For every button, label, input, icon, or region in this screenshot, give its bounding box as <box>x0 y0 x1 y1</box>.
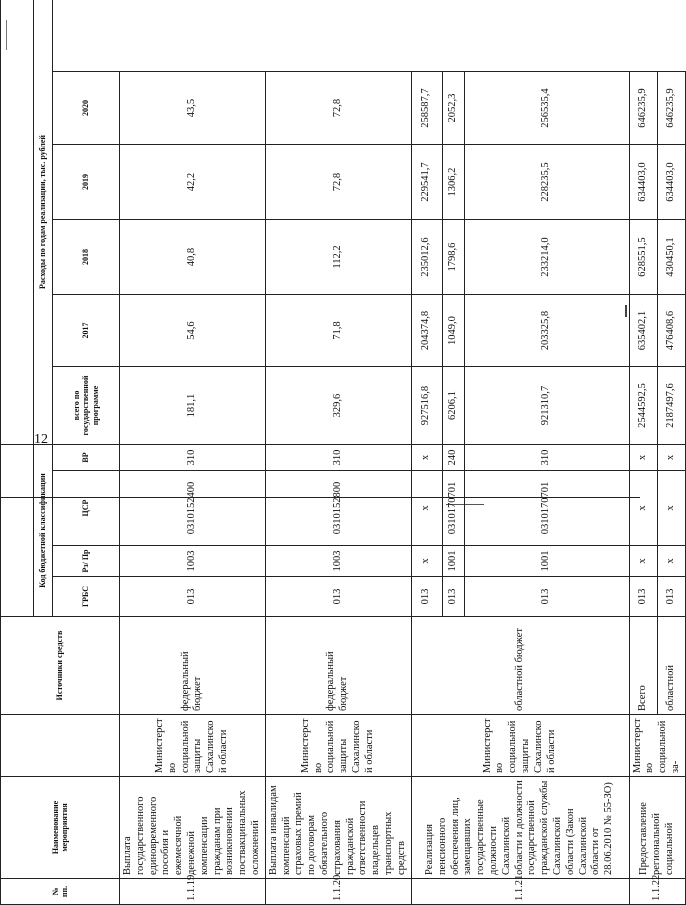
amount-2020: 646235,9 <box>629 72 657 145</box>
vr-code: х <box>411 445 442 471</box>
csr-code: х <box>629 471 657 546</box>
row-number: 1.1.22. <box>629 879 685 905</box>
header-source: Источники средств <box>1 617 120 715</box>
header-no: № пп. <box>1 879 120 905</box>
amount-2019: 42,2 <box>120 145 266 220</box>
header-kbk-group: Код бюджетной классификации <box>34 445 53 617</box>
amount-2017: 1049,0 <box>442 295 464 367</box>
total-amount: 329,6 <box>265 367 411 445</box>
amount-2017: 204374,8 <box>411 295 442 367</box>
amount-2018: 40,8 <box>120 220 266 295</box>
grbs-code: 013 <box>442 577 464 617</box>
total-amount: 2187497,6 <box>657 367 685 445</box>
amount-2018: 1798,6 <box>442 220 464 295</box>
amount-2017: 635402,1 <box>629 295 657 367</box>
vr-code: 310 <box>464 445 629 471</box>
total-amount: 2544592,5 <box>629 367 657 445</box>
executor-name: Министерство социальной за- <box>629 715 685 777</box>
csr-code: 0310152800 <box>265 471 411 546</box>
table-row-1-1-19 <box>120 0 266 905</box>
header-2020: 2020 <box>53 72 120 145</box>
vr-code: 310 <box>120 445 266 471</box>
rzpr-code: х <box>629 546 657 577</box>
header-2019: 2019 <box>53 145 120 220</box>
amount-2019: 1306,2 <box>442 145 464 220</box>
amount-2017: 71,8 <box>265 295 411 367</box>
csr-code: х <box>657 471 685 546</box>
amount-2017: 203325,8 <box>464 295 629 367</box>
grbs-code: 013 <box>657 577 685 617</box>
rzpr-code: 1003 <box>120 546 266 577</box>
measure-name: Выплата инвалидам компенсаций страховых премий по договорам обязательного страхования гражданской ответственности владельцев транспортных средств <box>265 777 411 879</box>
measure-name: Реализация пенсионного обеспечения лиц, замещавших государственные должности Сахалинской области и должности государственной гражданской службы Сахалинской области (Закон Сахалинской области от 28.06.2010 № 55-ЗО) <box>411 777 629 879</box>
row-number: 1.1.19. <box>120 879 266 905</box>
amount-2018: 233214,0 <box>464 220 629 295</box>
header-row-1 <box>1 0 34 905</box>
amount-2020: 258587,7 <box>411 72 442 145</box>
header-2017: 2017 <box>53 295 120 367</box>
table-row-1-1-20 <box>265 0 411 905</box>
header-expenses-group: Расходы по годам реализации, тыс. рублей <box>34 0 53 445</box>
rzpr-code: х <box>657 546 685 577</box>
executor-name: Министерство социальной защиты Сахалинской области <box>411 715 629 777</box>
header-name: Наименование мероприятия <box>1 777 120 879</box>
total-amount: 921310,7 <box>464 367 629 445</box>
amount-2018: 430450,1 <box>657 220 685 295</box>
total-amount: 6206,1 <box>442 367 464 445</box>
csr-code: 0310170701 <box>464 471 629 546</box>
row-number: 1.1.20. <box>265 879 411 905</box>
amount-2020: 72,8 <box>265 72 411 145</box>
table-row-1-1-21-total <box>411 0 442 905</box>
amount-2018: 235012,6 <box>411 220 442 295</box>
vr-code: х <box>629 445 657 471</box>
header-expenses <box>1 0 34 445</box>
measure-name: Предоставление региональной социальной <box>629 777 685 879</box>
header-2018: 2018 <box>53 220 120 295</box>
amount-2019: 634403,0 <box>629 145 657 220</box>
vr-code: х <box>657 445 685 471</box>
amount-2020: 646235,9 <box>657 72 685 145</box>
rzpr-code: х <box>411 546 442 577</box>
amount-2019: 72,8 <box>265 145 411 220</box>
grbs-code: 013 <box>265 577 411 617</box>
vr-code: 310 <box>265 445 411 471</box>
amount-2018: 628551,5 <box>629 220 657 295</box>
amount-2018: 112,2 <box>265 220 411 295</box>
amount-2019: 228235,5 <box>464 145 629 220</box>
amount-2020: 256535,4 <box>464 72 629 145</box>
amount-2017: 54,6 <box>120 295 266 367</box>
header-kbk <box>1 445 34 617</box>
row-number: 1.1.21. <box>411 879 629 905</box>
header-vr: ВР <box>53 445 120 471</box>
csr-code: х <box>411 471 442 546</box>
amount-2019: 229541,7 <box>411 145 442 220</box>
csr-code: 0310152400 <box>120 471 266 546</box>
grbs-code: 013 <box>629 577 657 617</box>
funding-source: Всего <box>629 617 657 715</box>
funding-source: федеральный бюджет <box>265 617 411 715</box>
grbs-code: 013 <box>120 577 266 617</box>
page-number: 12 <box>34 432 48 447</box>
rzpr-code: 1001 <box>464 546 629 577</box>
header-executor <box>1 715 120 777</box>
grbs-code: 013 <box>411 577 442 617</box>
amount-2019: 634403,0 <box>657 145 685 220</box>
measure-name: Выплата государственного единовременного пособия и ежемесячной денежной компенсации гражданам при возникновении поствакцинальных осложнений <box>120 777 266 879</box>
header-grbs: ГРБС <box>53 577 120 617</box>
amount-2020: 43,5 <box>120 72 266 145</box>
total-amount: 927516,8 <box>411 367 442 445</box>
amount-2020: 2052,3 <box>442 72 464 145</box>
csr-code: 0310170701 <box>442 471 464 546</box>
executor-name: Министерство социальной защиты Сахалинской области <box>120 715 266 777</box>
executor-name: Министерство социальной защиты Сахалинской области <box>265 715 411 777</box>
header-total: всего по государственной программе <box>53 367 120 445</box>
header-rzpr: Рз/ Пр <box>53 546 120 577</box>
table-row-1-1-22-total <box>629 0 657 905</box>
funding-source: областной бюджет <box>411 617 629 715</box>
vr-code: 240 <box>442 445 464 471</box>
funding-source: областной <box>657 617 685 715</box>
amount-2017: 476408,6 <box>657 295 685 367</box>
rzpr-code: 1003 <box>265 546 411 577</box>
header-csr: ЦСР <box>53 471 120 546</box>
grbs-code: 013 <box>464 577 629 617</box>
rzpr-code: 1001 <box>442 546 464 577</box>
total-amount: 181,1 <box>120 367 266 445</box>
funding-source: федеральный бюджет <box>120 617 266 715</box>
